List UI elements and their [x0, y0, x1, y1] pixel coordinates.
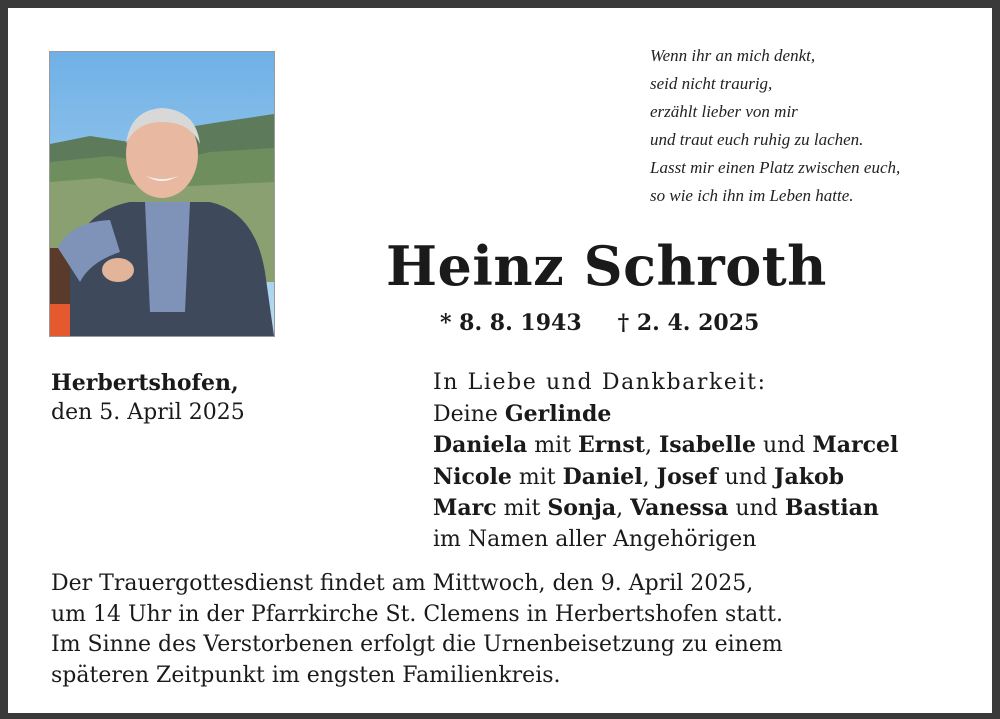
- service-line: um 14 Uhr in der Pfarrkirche St. Clemens in Herbertshofen statt.: [51, 601, 783, 627]
- text: ,: [644, 433, 659, 458]
- mourner-name: Nicole: [433, 463, 512, 490]
- service-info: [51, 569, 783, 691]
- text: ,: [616, 496, 631, 521]
- mourner-name: Marc: [433, 495, 497, 521]
- poem-line: seid nicht traurig,: [650, 74, 773, 93]
- mourner-name: Marcel: [812, 432, 899, 458]
- poem-line: erzählt lieber von mir: [650, 102, 798, 121]
- poem-line: so wie ich ihn im Leben hatte.: [650, 186, 854, 205]
- text: und: [755, 433, 813, 458]
- mourners-closing: im Namen aller Angehörigen: [433, 526, 757, 552]
- mourner-name: Daniela: [433, 432, 528, 458]
- poem-line: Lasst mir einen Platz zwischen euch,: [650, 158, 901, 177]
- portrait-illustration: [50, 52, 274, 336]
- mourner-name: Josef: [656, 463, 718, 490]
- hand: [102, 258, 134, 282]
- mourners-line: [433, 493, 898, 525]
- death-date: † 2. 4. 2025: [617, 310, 760, 336]
- poem-line: Wenn ihr an mich denkt,: [650, 46, 816, 65]
- mourners-line: [433, 430, 898, 462]
- life-dates: [440, 310, 759, 336]
- place-and-date: [51, 368, 245, 428]
- text: mit: [527, 433, 579, 458]
- service-line: Im Sinne des Verstorbenen erfolgt die Urnenbeisetzung zu einem: [51, 632, 783, 657]
- mourners-list: [433, 368, 898, 555]
- text: und: [728, 496, 785, 521]
- poem: [650, 42, 990, 210]
- birth-date: * 8. 8. 1943: [440, 310, 582, 336]
- announcement-date: den 5. April 2025: [51, 400, 245, 425]
- portrait-photo: [49, 51, 275, 337]
- text: ,: [642, 464, 657, 490]
- mourners-line: [433, 462, 898, 494]
- checked-shirt: [145, 202, 190, 312]
- town: Herbertshofen,: [51, 370, 239, 396]
- mourners-line: [433, 399, 898, 431]
- mourner-name: Bastian: [784, 495, 879, 521]
- service-line: späteren Zeitpunkt im engsten Familienkreis.: [51, 662, 561, 688]
- service-line: Der Trauergottesdienst findet am Mittwoch, den 9. April 2025,: [51, 571, 754, 596]
- text: und: [717, 464, 775, 490]
- text: mit: [496, 496, 548, 521]
- mourner-name: Ernst: [578, 432, 645, 458]
- text: Deine: [433, 401, 505, 427]
- mourner-name: Daniel: [562, 463, 643, 490]
- mourner-name: Vanessa: [630, 495, 729, 521]
- deceased-name: Heinz Schroth: [386, 234, 827, 298]
- mourner-name: Jakob: [774, 463, 844, 490]
- mourner-name: Isabelle: [658, 432, 756, 458]
- mourner-name: Sonja: [547, 495, 617, 521]
- mourner-name: Gerlinde: [504, 400, 612, 427]
- mourners-intro: In Liebe und Dankbarkeit:: [433, 370, 767, 395]
- text: mit: [511, 464, 563, 490]
- poem-line: und traut euch ruhig zu lachen.: [650, 130, 864, 149]
